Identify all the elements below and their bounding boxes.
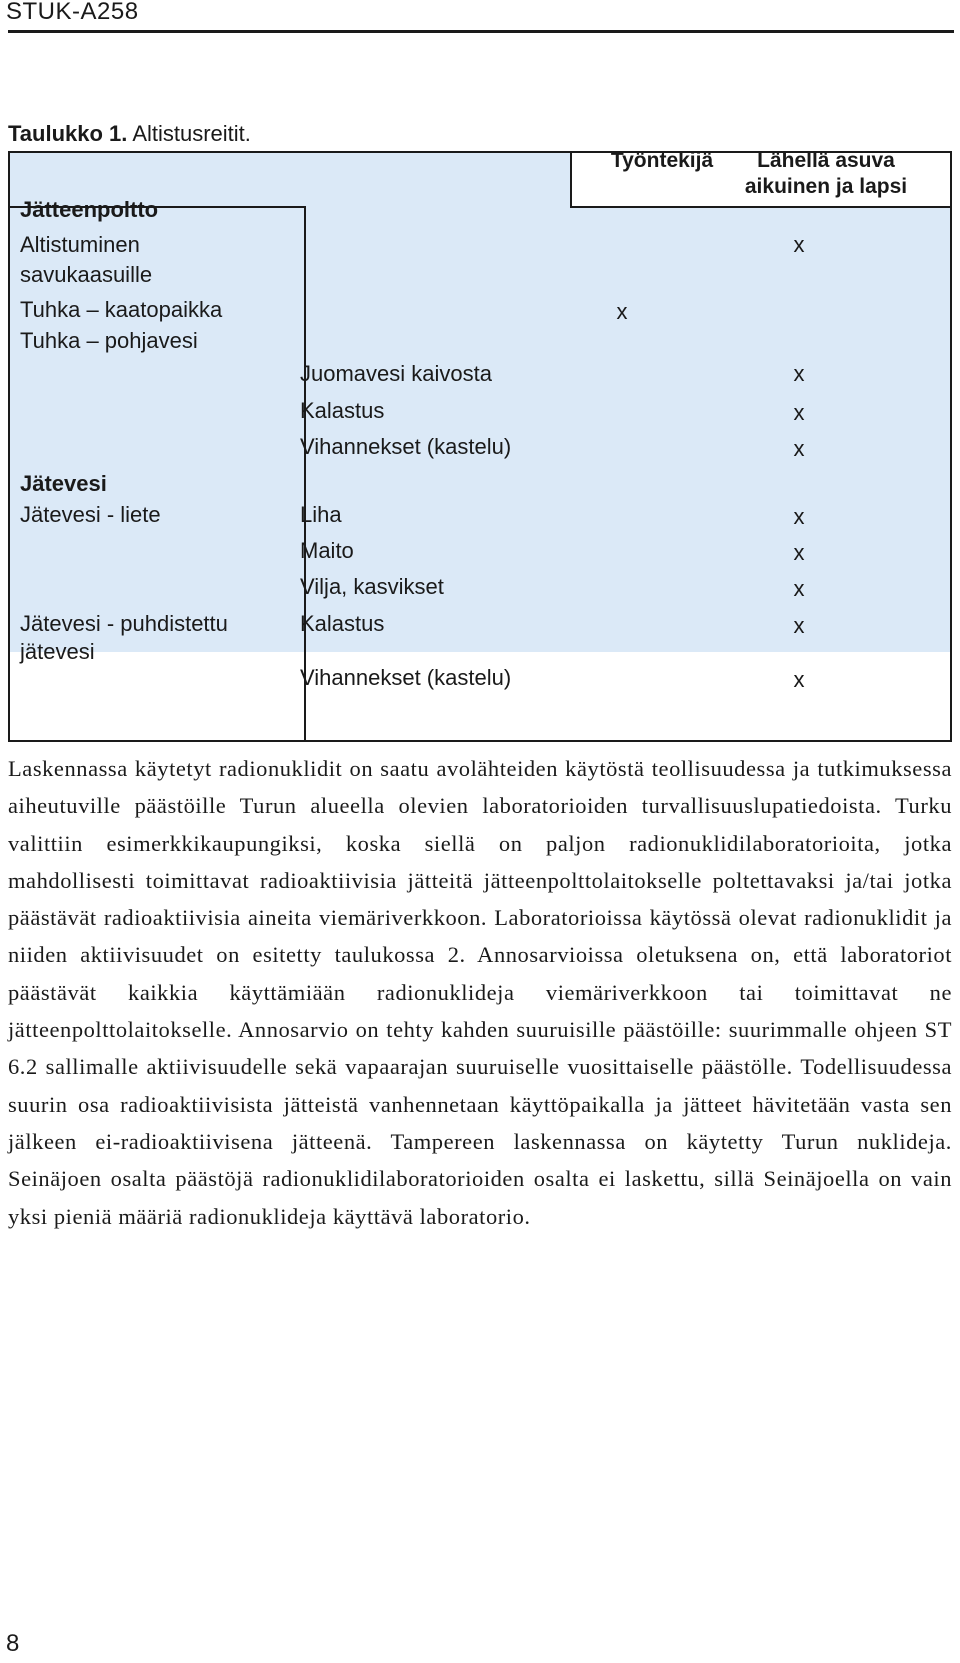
row-label-well-water: Juomavesi kaivosta: [300, 361, 492, 386]
exposure-mark: x: [793, 361, 805, 386]
exposure-mark: x: [793, 540, 805, 565]
row-label-milk: Maito: [300, 538, 354, 563]
section-heading-wastewater: Jätevesi: [20, 471, 107, 496]
row-label-treated-wastewater: Jätevesi - puhdistettu: [20, 611, 228, 636]
exposure-mark: x: [793, 232, 805, 257]
row-label-fishing: Kalastus: [300, 398, 385, 423]
row-label-ash-landfill: Tuhka – kaatopaikka: [20, 297, 223, 322]
exposure-mark: x: [793, 436, 805, 461]
page-number: 8: [6, 1630, 20, 1657]
row-label-ash-groundwater: Tuhka – pohjavesi: [20, 328, 198, 353]
exposure-pathways-table: [8, 151, 952, 742]
body-paragraph: Laskennassa käytetyt radionuklidit on saatu avolähteiden käytöstä teollisuudessa ja tutkimuksessa aiheutuville päästöille Turun alueella olevien laboratorioiden turvallisuuslupatiedoista. Turku valittiin esimerkkikaupungiksi, koska siellä on paljon radionuklidilaboratorioita, jotka mahdollisesti toimittavat radioaktiivisia jätteitä jätteenpolttolaitokselle poltettavaksi ja/tai jotka päästävät radioaktiivisia aineita viemäriverkkoon. Laboratorioissa käytössä olevat radionuklidit ja niiden aktiivisuudet on esitetty taulukossa 2. Annosarvioissa oletuksena on, että laboratoriot päästävät kaikkia käyttämiään radionuklideja viemäriverkkoon tai toimittavat ne jätteenpolttolaitokselle. Annosarvio on tehty kahden suuruisille päästöille: suurimmalle ohjeen ST 6.2 sallimalle aktiivisuudelle sekä vapaarajan suuruiselle vuosittaiselle päästölle. Todellisuudessa suurin osa radioaktiivisista jätteistä vanhennetaan käyttöpaikalla ja jätteet hävitetään vasta sen jälkeen ei-radioaktiivisena jätteenä. Tampereen laskennassa on käytetty Turun nuklideja. Seinäjoen osalta päästöjä radionuklidilaboratorioiden osalta ei laskettu, sillä Seinäjoella on vain yksi pieniä määriä radionuklideja käyttävä laboratorio.: [8, 756, 952, 1229]
document-code: STUK-A258: [6, 0, 139, 25]
row-label-flue-gas: Altistuminen: [20, 232, 140, 257]
caption-title: Altistusreitit.: [132, 121, 251, 146]
exposure-mark: x: [793, 667, 805, 692]
column-header-resident-line2: aikuinen ja lapsi: [744, 175, 908, 198]
row-label-treated-wastewater-line2: jätevesi: [20, 639, 95, 664]
row-label-sludge: Jätevesi - liete: [20, 502, 161, 527]
row-label-irrigation: Vihannekset (kastelu): [300, 665, 512, 690]
section-heading-incineration: Jätteenpoltto: [20, 197, 159, 222]
caption-label: Taulukko 1.: [8, 121, 128, 146]
exposure-mark: x: [616, 299, 628, 324]
row-label-meat: Liha: [300, 502, 342, 527]
exposure-mark: x: [793, 576, 805, 601]
column-header-resident: Lähellä asuva: [757, 149, 895, 172]
row-label-grain: Vilja, kasvikset: [300, 574, 444, 599]
table-caption: [8, 121, 251, 147]
row-label-fishing: Kalastus: [300, 611, 385, 636]
exposure-mark: x: [793, 504, 805, 529]
table-rule: [304, 206, 306, 742]
column-header-worker: Työntekijä: [610, 149, 714, 172]
table-rule: [570, 206, 950, 208]
header-rule: [8, 30, 954, 33]
exposure-mark: x: [793, 400, 805, 425]
exposure-mark: x: [793, 613, 805, 638]
row-label-irrigation: Vihannekset (kastelu): [300, 434, 512, 459]
row-label-flue-gas-line2: savukaasuille: [20, 262, 153, 287]
